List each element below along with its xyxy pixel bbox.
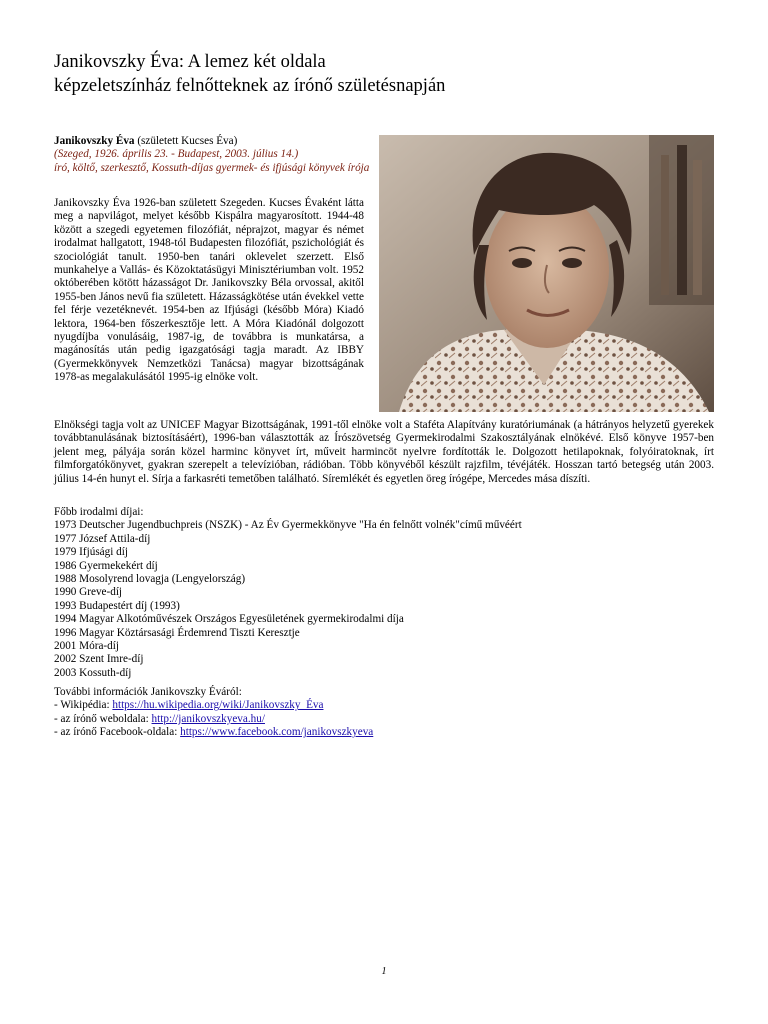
wikipedia-link[interactable]: https://hu.wikipedia.org/wiki/Janikovszky_Éva (112, 699, 324, 712)
author-birth-name: (született Kucses Éva) (134, 135, 238, 147)
biography-full-width: Elnökségi tagja volt az UNICEF Magyar Bizottságának, 1991-től elnöke volt a Staféta Alapítvány kuratóriumának (a hátrányos helyzetű gyerekek továbbtanulásának biztosításáért), 1996-ban választották az Írószövetség Gyermekirodalmi Szakosztályának elnökévé. Első könyve 1957-ben jelent meg, pályája során közel harminc könyvet írt, műveit harmincöt nyelvre fordították le. Dolgozott hetilapoknak, folyóiratoknak, írt filmforgatókönyvet, gyakran szerepelt a televízióban, rádióban. Több könyvéből készült rajzfilm, tévéjáték. Hosszan tartó betegség után 2003. július 14-én hunyt el. Sírja a farkasréti temetőben található. Síremlékét és egyetlen öreg írógépe, Mercedes mása díszíti. (54, 419, 714, 485)
biography-column: Janikovszky Éva 1926-ban született Szegeden. Kucses Évaként látta meg a napvilágot, melyet később Kispálra magyarosított. 1944-48 között a szegedi egyetemen filozófiát, néprajzot, magyar és német irodalmat hallgatott, 1948-tól Budapesten filozófiát, pszichológiát és szociológiát tanult. 1950-ben tanári oklevelet szerzett. Első munkahelye a Vallás- és Közoktatásügyi Minisztériumban volt. 1952 októberében kötött házasságot Dr. Janikovszky Béla orvossal, akitől 1955-ben János nevű fia született. Házasságkötése után évekkel vette fel férje vezetéknevét. 1954-ben az Ifjúsági (később Móra) Kiadó lektora, 1964-ben főszerkesztője lett. A Móra Kiadónál dolgozott nyugdíjba vonulásáig, 1987-ig, de továbbra is munkatársa, a magánosítás után pedig igazgatósági tagja maradt. Az IBBY (Gyermekkönyvek Nemzetközi Tanácsa) magyar bizottságának 1978-as megalakulásától 1995-ig elnöke volt. (54, 197, 364, 384)
link-item-facebook (54, 726, 714, 739)
awards-heading: Főbb irodalmi díjai: (54, 506, 144, 518)
link-label: - az írónő Facebook-oldala: (54, 726, 181, 739)
link-item-wikipedia (54, 699, 714, 712)
page-number: 1 (381, 966, 387, 977)
award-item: 1990 Greve-díj (54, 586, 123, 599)
award-item: 1994 Magyar Alkotóművészek Országos Egyesületének gyermekirodalmi díja (54, 613, 404, 626)
author-dates: (Szeged, 1926. április 23. - Budapest, 2003. július 14.) (54, 148, 299, 161)
award-item: 1993 Budapestért díj (1993) (54, 599, 180, 612)
awards-section (54, 506, 714, 680)
author-roles: író, költő, szerkesztő, Kossuth-díjas gyermek- és ifjúsági könyvek írója (54, 161, 370, 174)
award-item: 2001 Móra-díj (54, 640, 119, 653)
award-item: 2003 Kossuth-díj (54, 666, 132, 679)
more-info-heading: További információk Janikovszky Éváról: (54, 686, 242, 698)
link-label: - az írónő weboldala: (54, 712, 152, 725)
page-title (54, 50, 734, 98)
author-portrait-photo (379, 135, 714, 412)
more-info-section (54, 686, 714, 740)
author-name: Janikovszky Éva (54, 135, 135, 147)
title-line-1: Janikovszky Éva: A lemez két oldala (54, 52, 326, 72)
awards-list (54, 519, 714, 680)
author-website-link[interactable]: http://janikovszkyeva.hu/ (151, 712, 265, 725)
award-item: 2002 Szent Imre-díj (54, 653, 144, 666)
link-label: - Wikipédia: (54, 699, 113, 712)
award-item: 1996 Magyar Köztársasági Érdemrend Tiszti Keresztje (54, 626, 300, 639)
award-item: 1977 József Attila-díj (54, 532, 151, 545)
link-item-website (54, 713, 714, 726)
award-item: 1979 Ifjúsági díj (54, 546, 128, 559)
award-item: 1973 Deutscher Jugendbuchpreis (NSZK) - Az Év Gyermekkönyve "Ha én felnőtt volnék"című művéért (54, 519, 522, 532)
facebook-link[interactable]: https://www.facebook.com/janikovszkyeva (180, 726, 374, 739)
more-info-list (54, 699, 714, 739)
award-item: 1986 Gyermekekért díj (54, 559, 158, 572)
award-item: 1988 Mosolyrend lovagja (Lengyelország) (54, 573, 246, 586)
author-intro (54, 135, 374, 175)
title-line-2: képzeletszínház felnőtteknek az írónő születésnapján (54, 76, 446, 96)
